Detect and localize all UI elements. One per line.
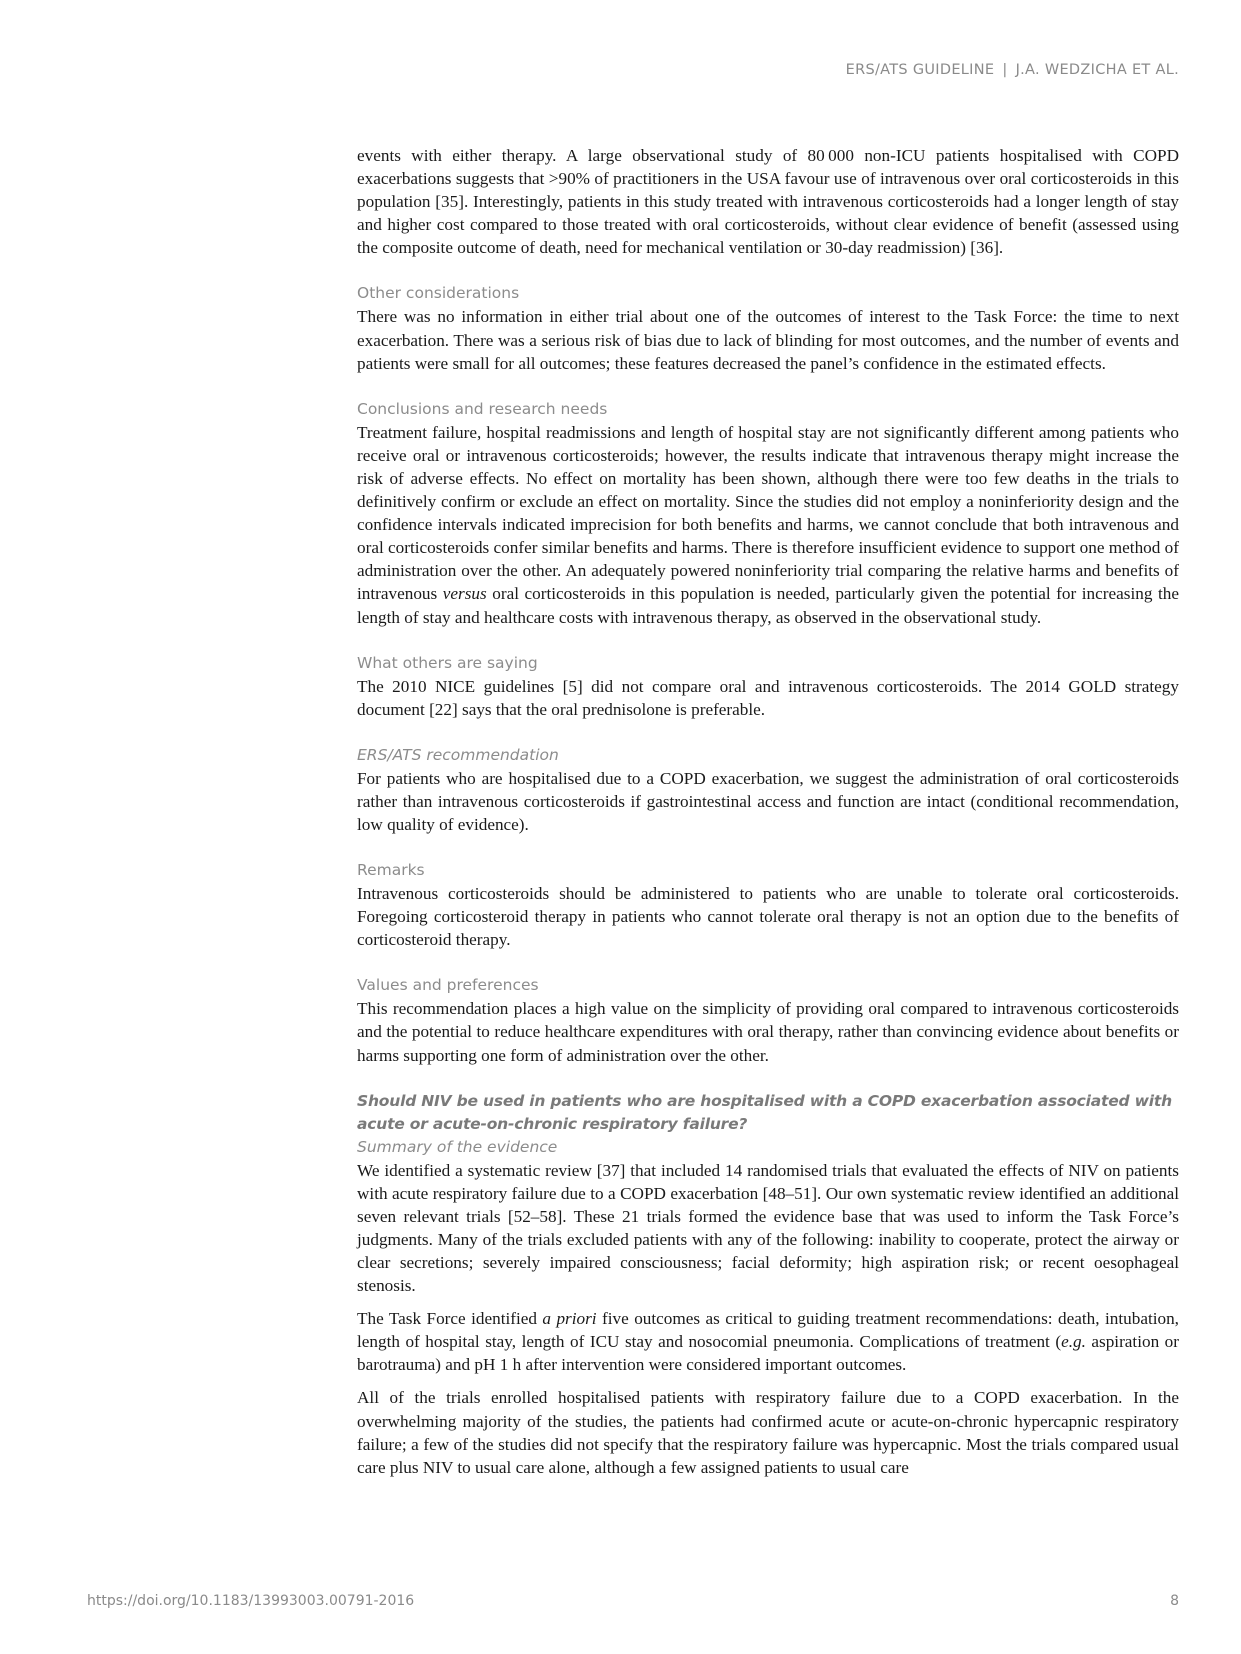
niv-evidence-paragraph-1: We identified a systematic review [37] that included 14 randomised trials that evaluated the effects of NIV on patients with acute respiratory failure due to a COPD exacerbation [48–51]. Our own systematic review identified an additional seven relevant trials [52–58]. These 21 trials formed the evidence base that was used to inform the Task Force’s judgments. Many of the trials excluded patients with any of the following: inability to cooperate, protect the airway or clear secretions; severely impaired consciousness; facial deformity; high aspiration risk; or recent oesophageal stenosis. <box>357 1160 1179 1296</box>
journal-section-label: ERS/ATS GUIDELINE <box>845 62 995 78</box>
conclusions-text <box>357 421 1179 629</box>
continuation-paragraph: events with either therapy. A large observational study of 80 000 non-ICU patients hospitalised with COPD exacerbations suggests that >90% of practitioners in the USA favour use of intravenous over oral corticosteroids in this population [35]. Interestingly, patients in this study treated with intravenous corticosteroids had a longer length of stay and higher cost compared to those treated with oral corticosteroids, without clear evidence of benefit (assessed using the composite outcome of death, need for mechanical ventilation or 30-day readmission) [36]. <box>357 146 1179 258</box>
conclusions-text-part2: oral corticosteroids in this population is needed, particularly given the potential for increasing the length of stay and healthcare costs with intravenous therapy, as observed in the observational study. <box>357 584 1179 627</box>
article-body <box>357 144 1179 1479</box>
summary-evidence-heading: Summary of the evidence <box>357 1137 558 1156</box>
other-considerations-heading: Other considerations <box>357 284 520 303</box>
niv-p2-part1: The Task Force identified <box>357 1309 543 1329</box>
conclusions-text-part1: Treatment failure, hospital readmissions and length of hospital stay are not significantly different among patients who receive oral or intravenous corticosteroids; however, the results indicate that intravenous therapy might increase the risk of adverse effects. No effect on mortality has been shown, although there were too few deaths in the trials to definitively confirm or exclude an effect on mortality. Since the studies did not employ a noninferiority design and the confidence intervals indicated imprecision for both benefits and harms, we cannot conclude that both intravenous and oral corticosteroids confer similar benefits and harms. There is therefore insufficient evidence to support one method of administration over the other. An adequately powered noninferiority trial comparing the relative harms and benefits of intravenous <box>357 422 1179 604</box>
doi-link[interactable]: https://doi.org/10.1183/13993003.00791-2016 <box>87 1593 415 1609</box>
recommendation-heading: ERS/ATS recommendation <box>357 745 559 764</box>
page-number: 8 <box>1170 1593 1179 1609</box>
recommendation-text: For patients who are hospitalised due to a COPD exacerbation, we suggest the administration of oral corticosteroids rather than intravenous corticosteroids if gastrointestinal access and function are intact (conditional recommendation, low quality of evidence). <box>357 768 1179 834</box>
conclusions-heading: Conclusions and research needs <box>357 399 608 418</box>
other-considerations-text: There was no information in either trial about one of the outcomes of interest to the Task Force: the time to next exacerbation. There was a serious risk of bias due to lack of blinding for most outcomes, and the number of events and patients were small for all outcomes; these features decreased the panel’s confidence in the estimated effects. <box>357 307 1179 373</box>
values-preferences-heading: Values and preferences <box>357 976 539 995</box>
remarks-text: Intravenous corticosteroids should be administered to patients who are unable to tolerate oral corticosteroids. Foregoing corticosteroid therapy in patients who cannot tolerate oral therapy is not an option due to the benefits of corticosteroid therapy. <box>357 884 1179 950</box>
conclusions-text-italic: versus <box>442 584 487 604</box>
niv-evidence-paragraph-3: All of the trials enrolled hospitalised patients with respiratory failure due to a COPD exacerbation. In the overwhelming majority of the studies, the patients had confirmed acute or acute-on-chronic hypercapnic respiratory failure; a few of the studies did not specify that the respiratory failure was hypercapnic. Most the trials compared usual care plus NIV to usual care alone, although a few assigned patients to usual care <box>357 1388 1179 1477</box>
niv-p2-part2: five outcomes as critical to guiding treatment recommendations: death, intubation, length of hospital stay, length of ICU stay and nosocomial pneumonia. Complications of treatment ( <box>357 1309 1179 1352</box>
values-preferences-text: This recommendation places a high value on the simplicity of providing oral compared to intravenous corticosteroids and the potential to reduce healthcare expenditures with oral therapy, rather than convincing evidence about benefits or harms supporting one form of administration over the other. <box>357 999 1179 1065</box>
authors-label: J.A. WEDZICHA ET AL. <box>1015 62 1179 78</box>
header-separator: | <box>1002 62 1008 78</box>
others-saying-heading: What others are saying <box>357 653 538 672</box>
others-saying-text: The 2010 NICE guidelines [5] did not compare oral and intravenous corticosteroids. The 2014 GOLD strategy document [22] says that the oral prednisolone is preferable. <box>357 676 1179 719</box>
niv-question-heading: Should NIV be used in patients who are hospitalised with a COPD exacerbation associated with acute or acute-on-chronic respiratory failure? <box>357 1091 1172 1133</box>
niv-evidence-paragraph-2 <box>357 1307 1179 1376</box>
niv-p2-italic1: a priori <box>542 1309 597 1329</box>
running-header <box>846 62 1179 78</box>
remarks-heading: Remarks <box>357 861 425 880</box>
niv-p2-italic2: e.g. <box>1061 1332 1086 1352</box>
niv-p2-part3: aspiration or barotrauma) and pH 1 h after intervention were considered important outcomes. <box>357 1332 1179 1375</box>
